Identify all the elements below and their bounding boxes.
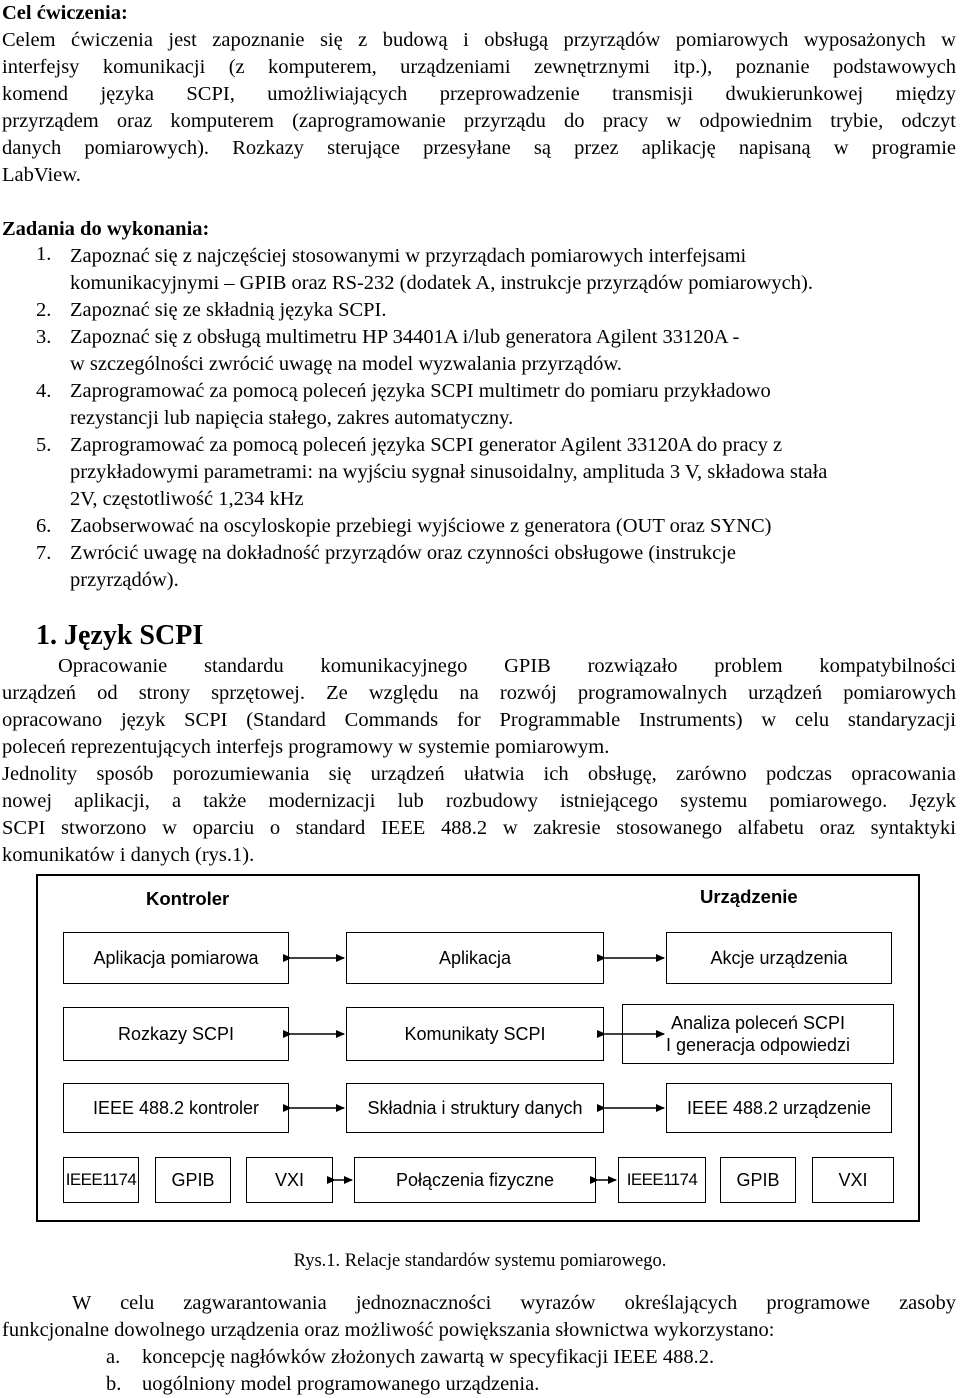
task-number: 6.	[36, 515, 52, 537]
diagram-box-application: Aplikacja	[346, 932, 604, 984]
diagram-box-gpib-right: GPIB	[720, 1157, 796, 1203]
diagram-box-ieee-device: IEEE 488.2 urządzenie	[666, 1083, 892, 1133]
task-line: Zapoznać się ze składnią języka SCPI.	[70, 299, 387, 321]
goal-heading: Cel ćwiczenia:	[2, 2, 128, 24]
task-line: przykładowymi parametrami: na wyjściu sygnał sinusoidalny, amplituda 3 V, składowa stała	[70, 461, 828, 483]
closing-line-1: W celu zagwarantowania jednoznaczności wyrazów określających programowe zasoby	[72, 1292, 956, 1314]
diagram-box-physical: Połączenia fizyczne	[354, 1157, 596, 1203]
section-p1-line-1: Opracowanie standardu komunikacyjnego GPIB rozwiązało problem kompatybilności	[58, 655, 956, 677]
goal-line-4: przyrządem oraz komputerem (zaprogramowanie przyrządu do pracy w odpowiednim trybie, odczyt	[2, 110, 956, 132]
task-line: Zaprogramować za pomocą poleceń języka SCPI multimetr do pomiaru przykładowo	[70, 380, 771, 402]
task-line: 2V, częstotliwość 1,234 kHz	[70, 488, 304, 510]
diagram-box-scpi-commands: Rozkazy SCPI	[63, 1007, 289, 1061]
section-p2-line-2: nowej aplikacji, a także modernizacji lub rozbudowy istniejącego systemu pomiarowego. Język	[2, 790, 956, 812]
goal-line-2: interfejsy komunikacji (z komputerem, urządzeniami zewnętrznymi itp.), poznanie podstawowych	[2, 56, 956, 78]
diagram-box-ieee-controller: IEEE 488.2 kontroler	[63, 1083, 289, 1133]
list-marker: b.	[106, 1373, 122, 1395]
diagram-box-scpi-analysis	[622, 1004, 894, 1064]
section-p1-line-3: opracowano język SCPI (Standard Commands for Programmable Instruments) w celu standaryzacji	[2, 709, 956, 731]
task-number: 2.	[36, 299, 52, 321]
diagram-box-measurement-app: Aplikacja pomiarowa	[63, 932, 289, 984]
diagram-box-line: Analiza poleceń SCPI	[670, 1013, 846, 1033]
task-line: przyrządów).	[70, 569, 179, 591]
goal-line-3: komend języka SCPI, umożliwiających przeprowadzenie transmisji dwukierunkowej między	[2, 83, 956, 105]
diagram-box-gpib-left: GPIB	[155, 1157, 231, 1203]
task-line: w szczególności zwrócić uwagę na model wyzwalania przyrządów.	[70, 353, 622, 375]
diagram-box-line: I generacja odpowiedzi	[665, 1035, 851, 1055]
diagram-box-scpi-messages: Komunikaty SCPI	[346, 1007, 604, 1061]
task-line: komunikacyjnymi – GPIB oraz RS-232 (dodatek A, instrukcje przyrządów pomiarowych).	[70, 272, 813, 294]
task-number: 3.	[36, 326, 52, 348]
section-title: 1. Język SCPI	[36, 620, 204, 651]
task-number: 4.	[36, 380, 52, 402]
task-line: Zapoznać się z najczęściej stosowanymi w przyrządach pomiarowych interfejsami	[70, 245, 747, 267]
diagram-box-vxi-left: VXI	[246, 1157, 333, 1203]
section-p2-line-1: Jednolity sposób porozumiewania się urządzeń ułatwia ich obsługę, zarówno podczas opracowania	[2, 763, 956, 785]
section-p1-line-2: urządzeń od strony sprzętowej. Ze względu na rozwój programowalnych urządzeń pomiarowych	[2, 682, 956, 704]
diagram-kontroler-label: Kontroler	[146, 888, 230, 909]
closing-line-2: funkcjonalne dowolnego urządzenia oraz możliwość powiększania słownictwa wykorzystano:	[2, 1319, 775, 1341]
task-line: Zaprogramować za pomocą poleceń języka SCPI generator Agilent 33120A do pracy z	[70, 434, 783, 456]
goal-line-1: Celem ćwiczenia jest zapoznanie się z budową i obsługą przyrządów pomiarowych wyposażonych w	[2, 29, 956, 51]
diagram-box-vxi-right: VXI	[812, 1157, 894, 1203]
diagram-device-label: Urządzenie	[700, 886, 798, 907]
tasks-heading: Zadania do wykonania:	[2, 218, 210, 240]
section-p2-line-3: SCPI stworzono w oparciu o standard IEEE 488.2 w zakresie stosowanego alfabetu oraz syntaktyki	[2, 817, 956, 839]
list-item: koncepcję nagłówków złożonych zawartą w specyfikacji IEEE 488.2.	[142, 1346, 715, 1368]
list-marker: a.	[106, 1346, 121, 1368]
diagram-box-ieee1174-left: IEEE1174	[63, 1157, 139, 1203]
figure-caption: Rys.1. Relacje standardów systemu pomiarowego.	[293, 1251, 667, 1271]
goal-line-6: LabView.	[2, 164, 81, 186]
goal-line-5: danych pomiarowych). Rozkazy sterujące przesyłane są przez aplikację napisaną w programie	[2, 137, 956, 159]
task-line: rezystancji lub napięcia stałego, zakres automatyczny.	[70, 407, 514, 429]
task-line: Zaobserwować na oscyloskopie przebiegi wyjściowe z generatora (OUT oraz SYNC)	[70, 515, 772, 537]
task-number: 5.	[36, 434, 52, 456]
task-line: Zapoznać się z obsługą multimetru HP 34401A i/lub generatora Agilent 33120A -	[70, 326, 740, 348]
diagram-box-ieee1174-right: IEEE1174	[618, 1157, 706, 1203]
section-p1-line-4: poleceń reprezentujących interfejs programowy w systemie pomiarowym.	[2, 736, 610, 758]
task-line: Zwrócić uwagę na dokładność przyrządów oraz czynności obsługowe (instrukcje	[70, 542, 737, 564]
diagram-box-syntax: Składnia i struktury danych	[346, 1083, 604, 1133]
diagram-box-device-actions: Akcje urządzenia	[666, 932, 892, 984]
task-number: 7.	[36, 542, 52, 564]
list-item: uogólniony model programowanego urządzenia.	[142, 1373, 540, 1395]
section-p2-line-4: komunikatów i danych (rys.1).	[2, 844, 255, 866]
task-number: 1.	[36, 243, 52, 265]
